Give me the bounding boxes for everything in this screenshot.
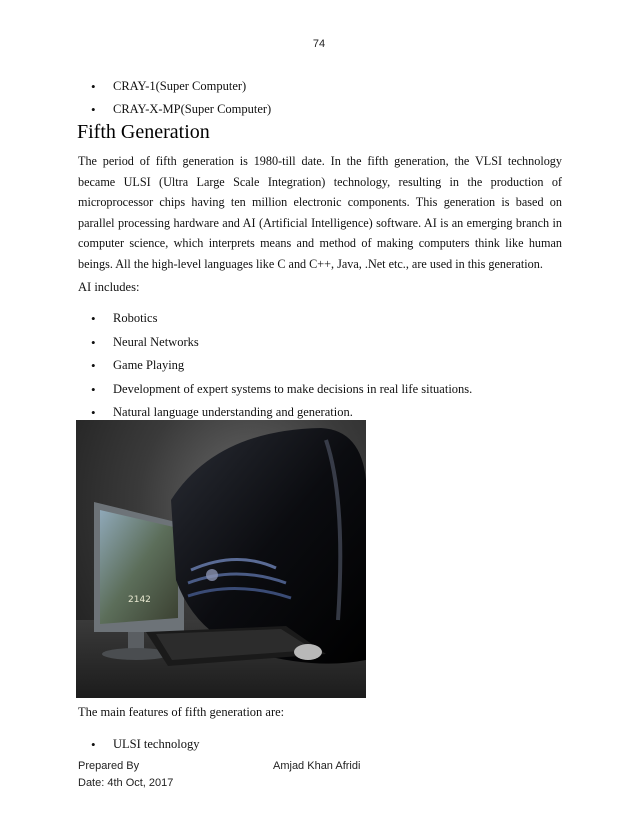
footer-prepared-by: Prepared By	[78, 760, 140, 772]
footer-author: Amjad Khan Afridi	[273, 760, 361, 772]
computer-photo	[76, 420, 366, 698]
list-item: • Development of expert systems to make decisions in real life situations.	[78, 382, 472, 406]
features-bullet-list	[78, 737, 199, 757]
list-item: • CRAY-1(Super Computer)	[78, 79, 271, 102]
page-number: 74	[312, 38, 326, 50]
list-item: • Neural Networks	[78, 335, 472, 359]
generation-4-bullet-list	[78, 79, 271, 125]
ai-bullet-list	[78, 311, 472, 429]
list-item: • Robotics	[78, 311, 472, 335]
list-item: • Game Playing	[78, 358, 472, 382]
list-item: • CRAY-X-MP(Super Computer)	[78, 102, 271, 125]
section-heading: Fifth Generation	[77, 121, 210, 143]
ai-intro-text: AI includes:	[78, 280, 140, 294]
list-item: • Natural language understanding and generation.	[78, 405, 472, 429]
list-item: • ULSI technology	[78, 737, 199, 757]
features-intro-text: The main features of fifth generation are:	[78, 705, 285, 719]
footer-date: Date: 4th Oct, 2017	[78, 777, 174, 789]
body-paragraph: The period of fifth generation is 1980-till date. In the fifth generation, the VLSI technology became ULSI (Ultra Large Scale Integration) technology, resulting in the production of microprocessor chips having ten million electronic components. This generation is based on parallel processing hardware and AI (Artificial Intelligence) software. AI is an emerging branch in computer science, which interprets means and method of making computers think like human beings. All the high-level languages like C and C++, Java, .Net etc., are used in this generation.	[78, 154, 562, 271]
monitor-screen-text: 2142	[128, 595, 151, 605]
